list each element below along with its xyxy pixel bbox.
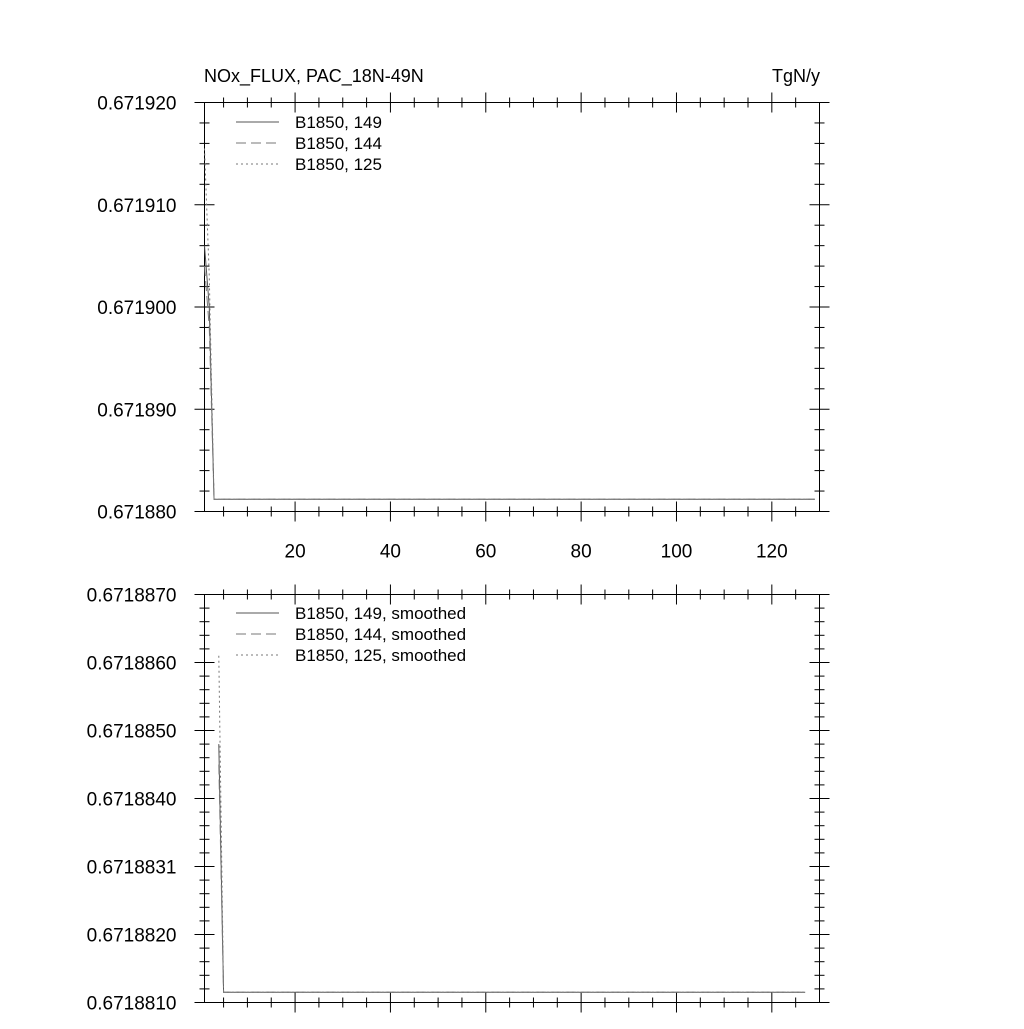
x-tick-label: 120 <box>755 541 788 563</box>
axis-ticks <box>97 93 829 563</box>
legend <box>236 604 466 665</box>
y-tick-label: 0.6718831 <box>86 857 177 879</box>
x-tick-label: 60 <box>475 541 497 563</box>
series-line-1 <box>219 744 805 992</box>
y-tick-label: 0.671900 <box>97 298 177 319</box>
series-lines <box>219 656 805 993</box>
top-panel <box>97 66 829 563</box>
y-tick-label: 0.6718850 <box>86 721 177 743</box>
series-lines <box>205 149 815 500</box>
legend-label: B1850, 144 <box>295 134 382 153</box>
x-tick-label: 40 <box>379 541 402 563</box>
panel-units: TgN/y <box>771 66 820 86</box>
legend-label: B1850, 125, smoothed <box>295 646 467 665</box>
legend-label: B1850, 125 <box>295 155 382 174</box>
legend-label: B1850, 149 <box>295 113 382 132</box>
series-line-1 <box>205 246 815 500</box>
y-tick-label: 0.6718820 <box>86 925 177 947</box>
y-tick-label: 0.6718810 <box>86 993 177 1015</box>
bottom-panel <box>87 585 830 1015</box>
x-tick-label: 20 <box>284 541 306 563</box>
legend <box>236 113 382 174</box>
y-tick-label: 0.671890 <box>97 400 177 422</box>
y-tick-label: 0.671910 <box>97 195 177 217</box>
y-tick-label: 0.671920 <box>97 93 177 115</box>
series-line-3 <box>205 149 815 500</box>
x-tick-label: 80 <box>570 541 592 563</box>
series-line-2 <box>205 266 815 499</box>
legend-label: B1850, 149, smoothed <box>295 604 467 623</box>
series-line-3 <box>219 656 805 993</box>
y-tick-label: 0.6718870 <box>86 585 177 607</box>
y-tick-label: 0.6718860 <box>86 653 177 675</box>
y-tick-label: 0.6718840 <box>86 789 177 811</box>
y-tick-label: 0.671880 <box>97 502 177 524</box>
x-tick-label: 100 <box>660 541 693 563</box>
series-line-2 <box>219 765 805 993</box>
legend-label: B1850, 144, smoothed <box>295 625 467 644</box>
panel-title: NOx_FLUX, PAC_18N-49N <box>204 66 424 86</box>
